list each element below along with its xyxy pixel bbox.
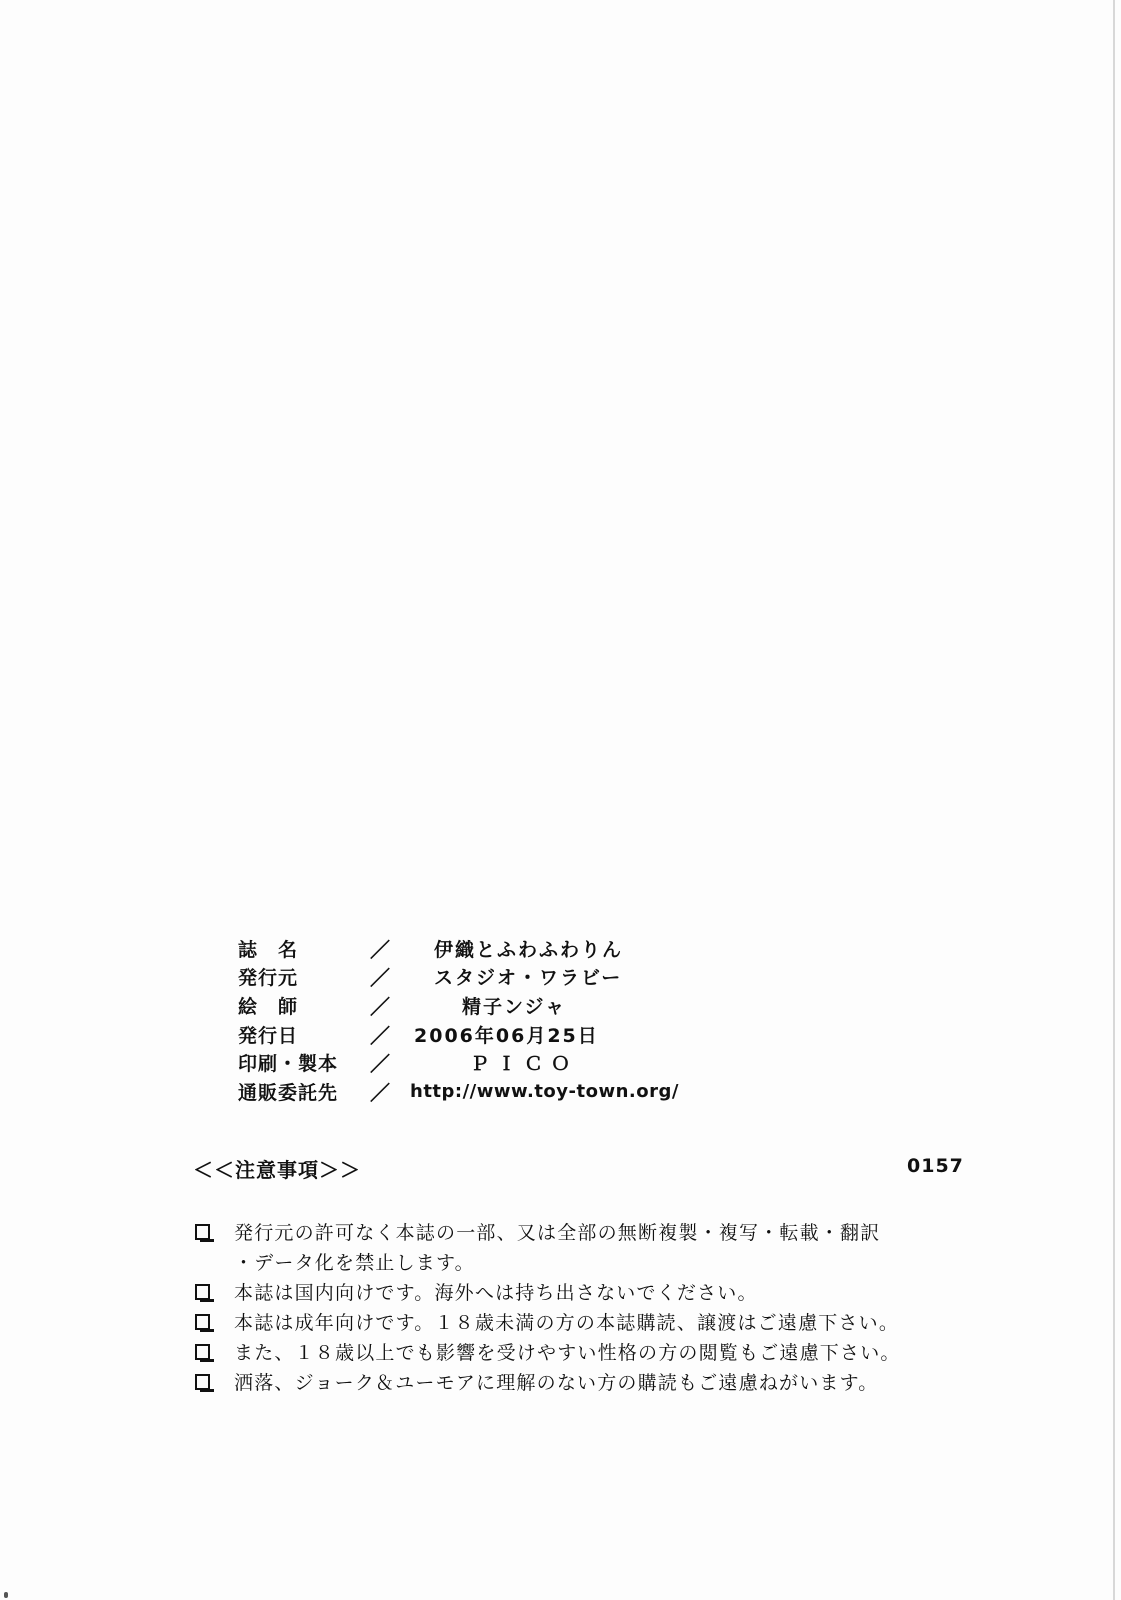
notice-item (195, 1368, 975, 1398)
colophon-separator: ／ (370, 994, 390, 1019)
scan-mark (4, 1592, 8, 1598)
colophon-row-printer (238, 1048, 758, 1077)
colophon-label: 誌 名 (238, 938, 299, 961)
notice-text: 本誌は国内向けです。海外へは持ち出さないでください。 (234, 1282, 758, 1304)
colophon-value: ＰＩＣＯ (470, 1053, 579, 1076)
colophon-value: 精子ンジャ (462, 995, 567, 1018)
notice-text: 本誌は成年向けです。１８歳未満の方の本誌購読、譲渡はご遠慮下さい。 (234, 1312, 900, 1334)
notice-text: また、１８歳以上でも影響を受けやすい性格の方の閲覧もご遠慮下さい。 (234, 1342, 901, 1364)
colophon-value: 2006年06月25日 (414, 1024, 599, 1047)
colophon-row-mailorder (238, 1077, 758, 1106)
checkbox-icon (195, 1374, 210, 1390)
checkbox-icon (195, 1344, 210, 1360)
checkbox-icon (195, 1284, 210, 1300)
colophon-separator: ／ (370, 1023, 390, 1048)
notice-item (195, 1338, 975, 1368)
mailorder-url: http://www.toy-town.org/ (410, 1080, 679, 1102)
colophon-separator: ／ (370, 966, 390, 991)
colophon-label: 印刷・製本 (238, 1053, 339, 1076)
notice-text: 洒落、ジョーク＆ユーモアに理解のない方の購読もご遠慮ねがいます。 (234, 1372, 879, 1394)
page-code: 0157 (907, 1155, 964, 1177)
colophon-separator: ／ (370, 1080, 390, 1105)
notice-item (195, 1308, 975, 1338)
colophon-label: 通販委託先 (238, 1081, 339, 1104)
colophon-value: 伊織とふわふわりん (434, 938, 624, 961)
colophon-row-title (238, 934, 758, 963)
notice-item (195, 1218, 975, 1248)
colophon-separator: ／ (370, 1052, 390, 1077)
checkbox-icon (195, 1224, 210, 1240)
colophon-table (238, 934, 758, 1106)
notice-text: 発行元の許可なく本誌の一部、又は全部の無断複製・複写・転載・翻訳 (234, 1222, 881, 1244)
notice-text-continuation: ・データ化を禁止します。 (234, 1252, 475, 1274)
colophon-value: スタジオ・ワラビー (434, 967, 623, 990)
notice-header: ＜＜注意事項＞＞ (193, 1158, 361, 1182)
notice-list (195, 1218, 975, 1398)
colophon-row-date (238, 1020, 758, 1049)
notice-item (195, 1278, 975, 1308)
checkbox-icon (195, 1314, 210, 1330)
colophon-row-artist (238, 991, 758, 1020)
colophon-label: 絵 師 (238, 995, 299, 1018)
page-edge (1113, 0, 1115, 1600)
colophon-separator: ／ (370, 937, 390, 962)
colophon-row-publisher (238, 963, 758, 992)
colophon-label: 発行日 (238, 1024, 299, 1047)
colophon-label: 発行元 (238, 967, 299, 990)
